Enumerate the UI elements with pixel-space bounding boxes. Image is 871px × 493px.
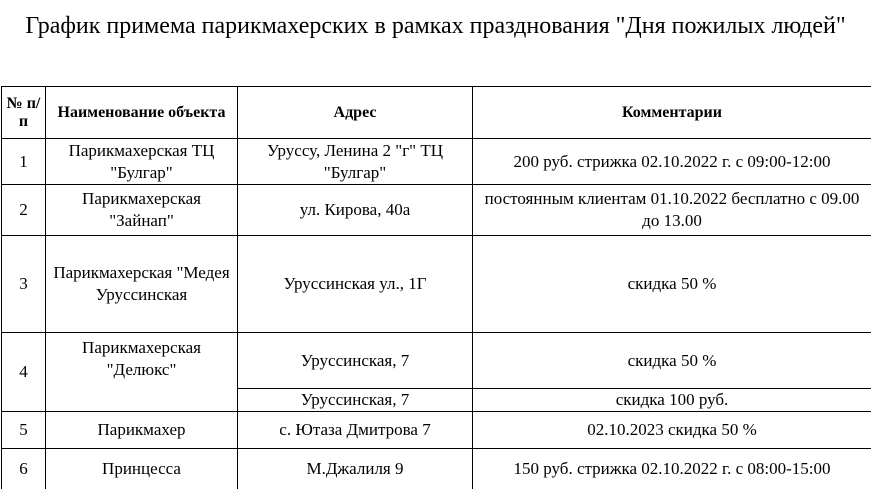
- row-num: 3: [2, 236, 46, 333]
- row-address: с. Ютаза Дмитрова 7: [238, 412, 473, 449]
- row-address: Уруссинская, 7: [238, 389, 473, 412]
- row-name: Парикмахерская "Зайнап": [46, 185, 238, 236]
- row-comment: постоянным клиентам 01.10.2022 бесплатно с 09.00 до 13.00: [473, 185, 871, 236]
- row-address: ул. Кирова, 40а: [238, 185, 473, 236]
- row-num: 5: [2, 412, 46, 449]
- header-num: № п/п: [2, 87, 46, 139]
- header-comment: Комментарии: [473, 87, 871, 139]
- row-address: М.Джалиля 9: [238, 449, 473, 489]
- page-title: График примема парикмахерских в рамках празднования "Дня пожилых людей": [25, 13, 846, 39]
- row-address: Уруссинская ул., 1Г: [238, 236, 473, 333]
- table-row: [2, 185, 871, 236]
- row-comment: скидка 50 %: [473, 236, 871, 333]
- row-comment: 150 руб. стрижка 02.10.2022 г. с 08:00-15:00: [473, 449, 871, 489]
- row-address: Уруссу, Ленина 2 "г" ТЦ "Булгар": [238, 139, 473, 185]
- row-address: Уруссинская, 7: [238, 333, 473, 389]
- header-name: Наименование объекта: [46, 87, 238, 139]
- header-address: Адрес: [238, 87, 473, 139]
- row-name: Парикмахерская "Медея Уруссинская: [46, 236, 238, 333]
- table-row: [2, 139, 871, 185]
- row-name: Парикмахер: [46, 412, 238, 449]
- row-name: Парикмахерская "Делюкс": [46, 333, 238, 412]
- row-num: 2: [2, 185, 46, 236]
- row-comment: скидка 50 %: [473, 333, 871, 389]
- row-comment: 02.10.2023 скидка 50 %: [473, 412, 871, 449]
- row-num: 4: [2, 333, 46, 412]
- row-num: 6: [2, 449, 46, 489]
- table-row: [2, 333, 871, 389]
- table-row: [2, 449, 871, 489]
- row-name: Парикмахерская ТЦ "Булгар": [46, 139, 238, 185]
- row-name: Принцесса: [46, 449, 238, 489]
- row-comment: скидка 100 руб.: [473, 389, 871, 412]
- row-comment: 200 руб. стрижка 02.10.2022 г. с 09:00-12:00: [473, 139, 871, 185]
- row-num: 1: [2, 139, 46, 185]
- table-header-row: [2, 87, 871, 139]
- schedule-table: [1, 86, 871, 489]
- table-row: [2, 236, 871, 333]
- table-row: [2, 412, 871, 449]
